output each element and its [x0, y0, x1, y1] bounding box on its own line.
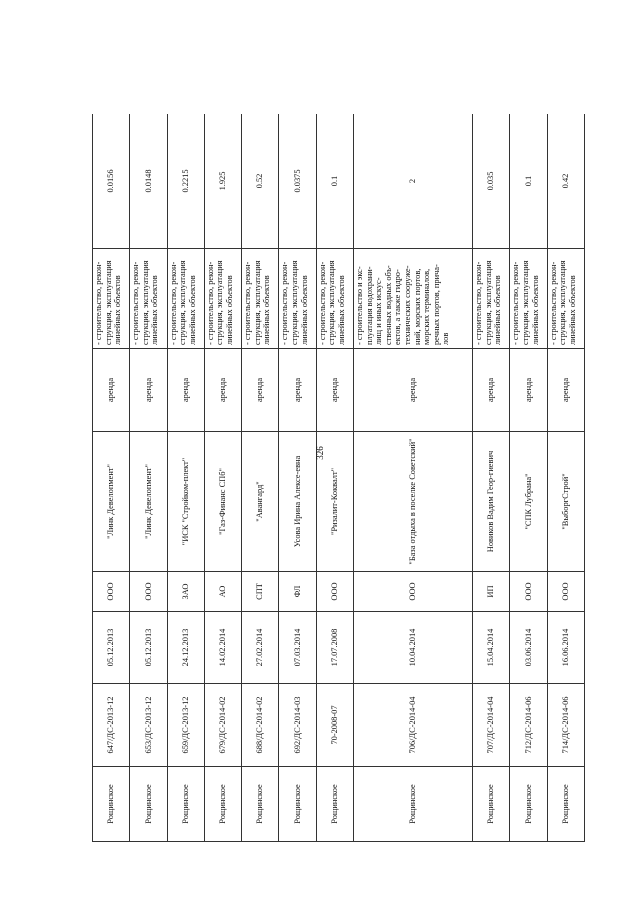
cell-number: 692/ДС-2014-03 [279, 684, 316, 767]
cell-name: "База отдыха в поселке Советский" [353, 432, 472, 572]
cell-name: "ИСК "Стройком-плект" [167, 432, 204, 572]
lease-table-body [93, 114, 585, 842]
cell-right: аренда [316, 349, 353, 432]
cell-right: аренда [130, 349, 167, 432]
table-row [204, 114, 241, 842]
cell-right: аренда [510, 349, 547, 432]
page-number-text: 326 [315, 446, 325, 460]
cell-area: 1.925 [204, 114, 241, 249]
cell-region: Рощинское [547, 767, 584, 842]
cell-org-form: ФЛ [279, 572, 316, 612]
cell-name: "ВыборгСтрой" [547, 432, 584, 572]
cell-purpose: - строительство, рекон-струкция, эксплуатация линейных объектов [130, 249, 167, 349]
cell-area: 0.1 [316, 114, 353, 249]
cell-right: аренда [204, 349, 241, 432]
cell-region: Рощинское [279, 767, 316, 842]
cell-purpose: - строительство, рекон-струкция, эксплуатация линейных объектов [242, 249, 279, 349]
cell-number: 712/ДС-2014-06 [510, 684, 547, 767]
cell-region: Рощинское [93, 767, 130, 842]
cell-date: 03.06.2014 [510, 612, 547, 684]
cell-right: аренда [473, 349, 510, 432]
cell-purpose: - строительство, рекон-струкция, эксплуатация линейных объектов [510, 249, 547, 349]
cell-area: 0.0375 [279, 114, 316, 249]
cell-name: "СПК Лубрана" [510, 432, 547, 572]
cell-area: 0.035 [473, 114, 510, 249]
table-row [510, 114, 547, 842]
table-row [316, 114, 353, 842]
cell-name: "Авангард" [242, 432, 279, 572]
cell-area: 0.2215 [167, 114, 204, 249]
cell-region: Рощинское [130, 767, 167, 842]
cell-org-form: ООО [547, 572, 584, 612]
table-row [353, 114, 472, 842]
cell-region: Рощинское [167, 767, 204, 842]
cell-area: 0.42 [547, 114, 584, 249]
table-row [473, 114, 510, 842]
cell-area: 0.0148 [130, 114, 167, 249]
cell-name: "Ризалит-Коквалт" [316, 432, 353, 572]
cell-number: 653/ДС-2013-12 [130, 684, 167, 767]
cell-org-form: ООО [353, 572, 472, 612]
cell-number: 707/ДС-2014-04 [473, 684, 510, 767]
cell-number: 659/ДС-2013-12 [167, 684, 204, 767]
cell-name: "Линк Девелопмент" [130, 432, 167, 572]
cell-purpose: - строительство, рекон-струкция, эксплуатация линейных объектов [204, 249, 241, 349]
cell-org-form: СПТ [242, 572, 279, 612]
lease-table-frame [92, 114, 585, 842]
cell-right: аренда [167, 349, 204, 432]
lease-table-rotated [92, 114, 585, 842]
cell-date: 17.07.2008 [316, 612, 353, 684]
cell-number: 679/ДС-2014-02 [204, 684, 241, 767]
cell-number: 706/ДС-2014-04 [353, 684, 472, 767]
table-row [279, 114, 316, 842]
cell-region: Рощинское [204, 767, 241, 842]
cell-date: 16.06.2014 [547, 612, 584, 684]
table-row [167, 114, 204, 842]
cell-number: 647/ДС-2013-12 [93, 684, 130, 767]
cell-region: Рощинское [473, 767, 510, 842]
cell-region: Рощинское [510, 767, 547, 842]
table-row [242, 114, 279, 842]
cell-right: аренда [547, 349, 584, 432]
cell-org-form: ИП [473, 572, 510, 612]
cell-name: Усова Ирина Алексе-евна [279, 432, 316, 572]
cell-purpose: - строительство, рекон-струкция, эксплуатация линейных объектов [473, 249, 510, 349]
cell-area: 2 [353, 114, 472, 249]
cell-number: 714/ДС-2014-06 [547, 684, 584, 767]
cell-org-form: ООО [130, 572, 167, 612]
cell-number: 688/ДС-2014-02 [242, 684, 279, 767]
cell-name: Новиков Вадим Геор-гиевич [473, 432, 510, 572]
cell-date: 14.02.2014 [204, 612, 241, 684]
table-row [93, 114, 130, 842]
page-number [308, 438, 332, 468]
cell-purpose: - строительство, рекон-струкция, эксплуатация линейных объектов [167, 249, 204, 349]
cell-area: 0.0156 [93, 114, 130, 249]
cell-right: аренда [93, 349, 130, 432]
cell-area: 0.1 [510, 114, 547, 249]
table-row [547, 114, 584, 842]
cell-date: 10.04.2014 [353, 612, 472, 684]
cell-area: 0.52 [242, 114, 279, 249]
cell-date: 07.03.2014 [279, 612, 316, 684]
cell-purpose: - строительство, рекон-струкция, эксплуатация линейных объектов [93, 249, 130, 349]
cell-region: Рощинское [316, 767, 353, 842]
cell-region: Рощинское [353, 767, 472, 842]
cell-right: аренда [242, 349, 279, 432]
cell-number: 70-2008-07 [316, 684, 353, 767]
cell-right: аренда [353, 349, 472, 432]
cell-name: "Газ-Финанс СПб" [204, 432, 241, 572]
cell-purpose: - строительство, рекон-струкция, эксплуатация линейных объектов [279, 249, 316, 349]
cell-purpose: - строительство, рекон-струкция, эксплуатация линейных объектов [316, 249, 353, 349]
cell-org-form: ООО [316, 572, 353, 612]
cell-purpose: - строительство и экс-плуатация водохрани-лищ и иных искус-ственных водных объ-ектов, а также гидро-технических сооруже-ний, морских портов, морских терминалов, речных портов, прича-лов [353, 249, 472, 349]
cell-date: 05.12.2013 [130, 612, 167, 684]
cell-date: 15.04.2014 [473, 612, 510, 684]
cell-org-form: АО [204, 572, 241, 612]
lease-table [92, 114, 585, 842]
table-row [130, 114, 167, 842]
cell-purpose: - строительство, рекон-струкция, эксплуатация линейных объектов [547, 249, 584, 349]
cell-name: "Линк Девелопмент" [93, 432, 130, 572]
cell-date: 24.12.2013 [167, 612, 204, 684]
cell-date: 05.12.2013 [93, 612, 130, 684]
cell-org-form: ООО [93, 572, 130, 612]
cell-date: 27.02.2014 [242, 612, 279, 684]
cell-org-form: ЗАО [167, 572, 204, 612]
cell-right: аренда [279, 349, 316, 432]
cell-org-form: ООО [510, 572, 547, 612]
cell-region: Рощинское [242, 767, 279, 842]
